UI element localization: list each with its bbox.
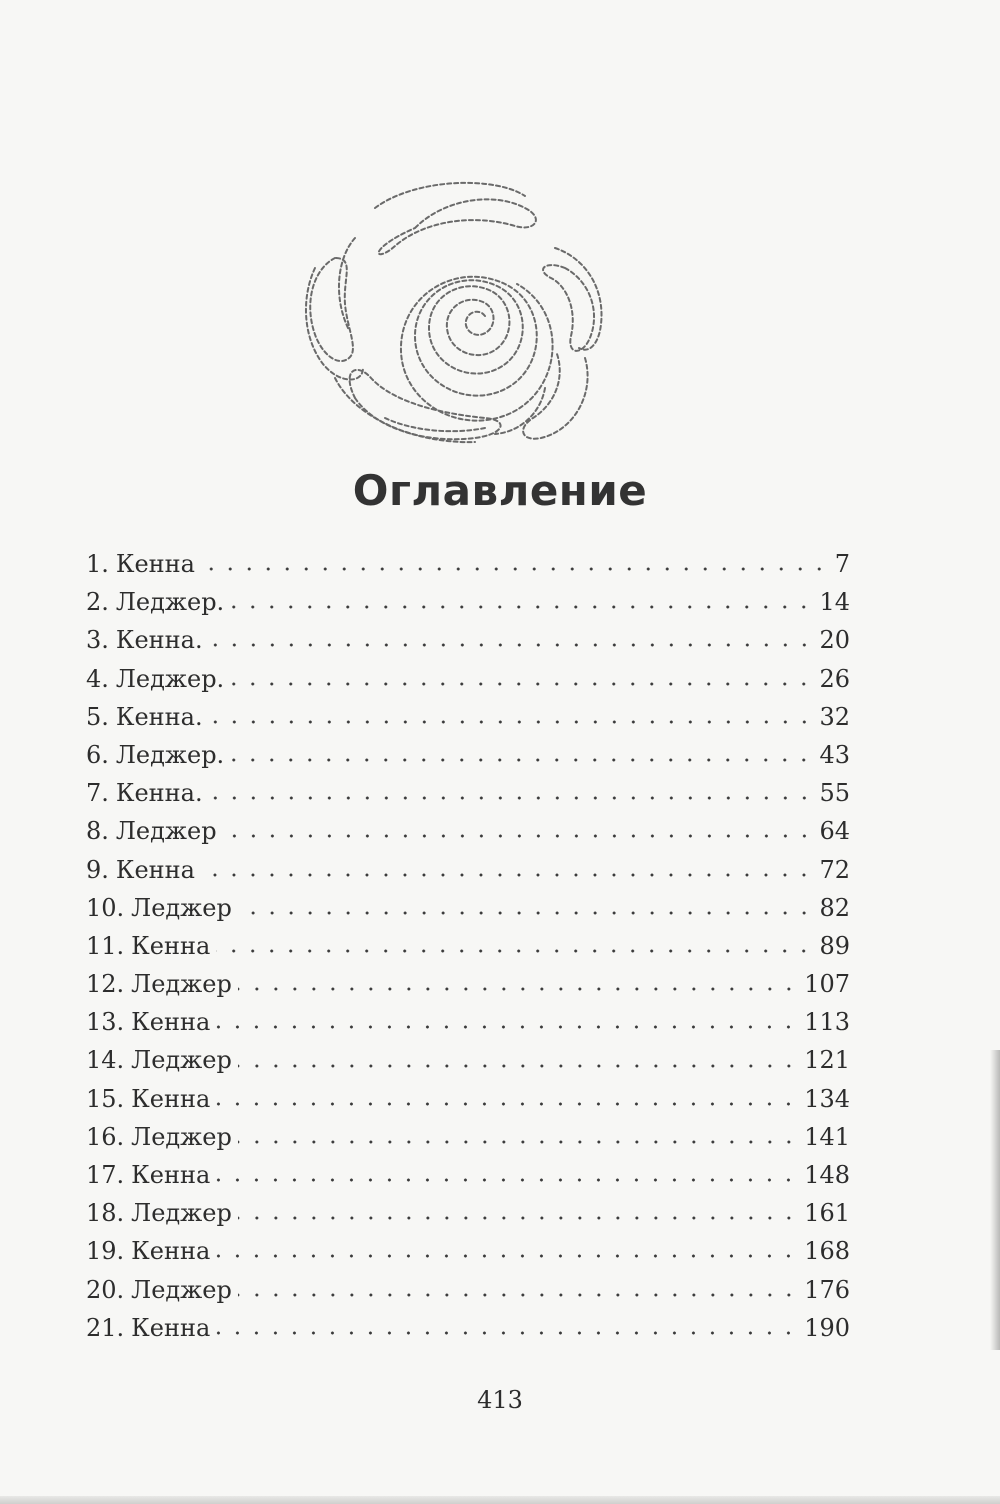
chapter-page: 113 — [804, 1008, 850, 1037]
chapter-title: Леджер — [131, 1122, 232, 1151]
toc-entry-13[interactable] — [86, 1003, 850, 1041]
chapter-number: 11. — [86, 931, 125, 960]
chapter-title: Леджер — [131, 1199, 232, 1228]
chapter-number: 2. — [86, 588, 109, 617]
chapter-title: Кенна. — [115, 779, 203, 808]
dot-leader — [238, 911, 814, 915]
dot-leader — [216, 1178, 798, 1182]
chapter-page: 82 — [819, 893, 850, 922]
chapter-number: 19. — [86, 1237, 125, 1266]
chapter-number: 21. — [86, 1313, 125, 1342]
dot-leader — [238, 1293, 798, 1297]
dot-leader — [230, 758, 813, 762]
dot-leader — [201, 873, 813, 877]
chapter-number: 7. — [86, 779, 109, 808]
chapter-title: Кенна — [131, 931, 211, 960]
chapter-title: Кенна — [131, 1008, 211, 1037]
chapter-number: 14. — [86, 1046, 125, 1075]
toc-entry-11[interactable] — [86, 927, 850, 965]
toc-entry-14[interactable] — [86, 1041, 850, 1079]
dot-leader — [216, 1025, 798, 1029]
toc-entry-2[interactable] — [86, 583, 850, 621]
chapter-page: 168 — [804, 1237, 850, 1266]
table-of-contents — [86, 545, 850, 1347]
toc-entry-12[interactable] — [86, 965, 850, 1003]
chapter-title: Кенна — [131, 1084, 211, 1113]
chapter-number: 13. — [86, 1008, 125, 1037]
chapter-title: Леджер — [131, 893, 232, 922]
chapter-title: Леджер — [115, 817, 217, 846]
dot-leader — [209, 720, 814, 724]
chapter-title: Леджер — [131, 970, 232, 999]
dot-leader — [230, 605, 813, 609]
chapter-number: 16. — [86, 1122, 125, 1151]
dot-leader — [216, 1331, 798, 1335]
chapter-number: 17. — [86, 1161, 125, 1189]
toc-entry-3[interactable] — [86, 621, 850, 659]
toc-entry-19[interactable] — [86, 1232, 850, 1270]
toc-entry-17[interactable] — [86, 1156, 850, 1194]
chapter-number: 12. — [86, 970, 125, 999]
toc-title: Оглавление — [352, 466, 648, 515]
chapter-page: 176 — [804, 1275, 850, 1304]
toc-entry-7[interactable] — [86, 774, 850, 812]
chapter-number: 10. — [86, 893, 125, 922]
toc-entry-20[interactable] — [86, 1271, 850, 1309]
toc-entry-4[interactable] — [86, 660, 850, 698]
chapter-number: 4. — [86, 664, 109, 693]
chapter-page: 141 — [804, 1122, 850, 1151]
chapter-page: 64 — [819, 817, 850, 846]
toc-entry-15[interactable] — [86, 1080, 850, 1118]
chapter-title: Кенна — [131, 1237, 211, 1266]
toc-entry-9[interactable] — [86, 851, 850, 889]
toc-entry-21[interactable] — [86, 1309, 850, 1347]
chapter-page: 14 — [819, 588, 850, 617]
dot-leader — [216, 949, 813, 953]
chapter-title: Кенна — [131, 1313, 211, 1342]
chapter-page: 190 — [804, 1313, 850, 1342]
dot-leader — [238, 1064, 798, 1068]
chapter-title: Леджер. — [115, 664, 225, 693]
chapter-page: 161 — [804, 1199, 850, 1228]
chapter-number: 9. — [86, 855, 109, 884]
toc-entry-1[interactable] — [86, 545, 850, 583]
chapter-page: 148 — [804, 1161, 850, 1189]
dot-leader — [238, 987, 798, 991]
chapter-page: 121 — [804, 1046, 850, 1075]
dot-leader — [216, 1254, 798, 1258]
page-shadow — [990, 1050, 1000, 1350]
chapter-page: 20 — [819, 626, 850, 655]
chapter-page: 43 — [819, 740, 850, 769]
dot-leader — [216, 1102, 798, 1106]
dot-leader — [238, 1140, 798, 1144]
chapter-page: 32 — [819, 702, 850, 731]
chapter-title: Леджер. — [115, 588, 225, 617]
chapter-title: Леджер — [131, 1046, 232, 1075]
toc-entry-16[interactable] — [86, 1118, 850, 1156]
chapter-page: 26 — [819, 664, 850, 693]
chapter-title: Кенна — [131, 1161, 211, 1189]
page-number: 413 — [477, 1386, 523, 1414]
dot-leader — [223, 834, 814, 838]
chapter-title: Кенна. — [115, 702, 203, 731]
chapter-page: 134 — [804, 1084, 850, 1113]
chapter-number: 15. — [86, 1084, 125, 1113]
chapter-number: 1. — [86, 550, 109, 578]
chapter-number: 8. — [86, 817, 109, 846]
toc-entry-5[interactable] — [86, 698, 850, 736]
chapter-number: 3. — [86, 626, 109, 655]
chapter-title: Леджер — [131, 1275, 232, 1304]
dot-leader — [230, 682, 813, 686]
chapter-page: 89 — [819, 931, 850, 960]
toc-entry-8[interactable] — [86, 812, 850, 850]
dot-leader — [209, 643, 814, 647]
chapter-page: 7 — [834, 550, 850, 578]
chapter-number: 5. — [86, 702, 109, 731]
toc-entry-6[interactable] — [86, 736, 850, 774]
dot-leader — [238, 1216, 798, 1220]
toc-entry-18[interactable] — [86, 1194, 850, 1232]
chapter-title: Кенна — [115, 550, 195, 578]
chapter-number: 6. — [86, 740, 109, 769]
dashed-spiral-icon — [295, 168, 615, 458]
chapter-title: Леджер. — [115, 740, 225, 769]
chapter-title: Кенна. — [115, 626, 203, 655]
dot-leader — [209, 796, 814, 800]
chapter-page: 107 — [804, 970, 850, 999]
chapter-page: 55 — [819, 779, 850, 808]
toc-entry-10[interactable] — [86, 889, 850, 927]
chapter-page: 72 — [819, 855, 850, 884]
chapter-number: 20. — [86, 1275, 125, 1304]
chapter-number: 18. — [86, 1199, 125, 1228]
chapter-title: Кенна — [115, 855, 195, 884]
page-edge — [0, 1496, 1000, 1504]
dot-leader — [201, 567, 829, 571]
